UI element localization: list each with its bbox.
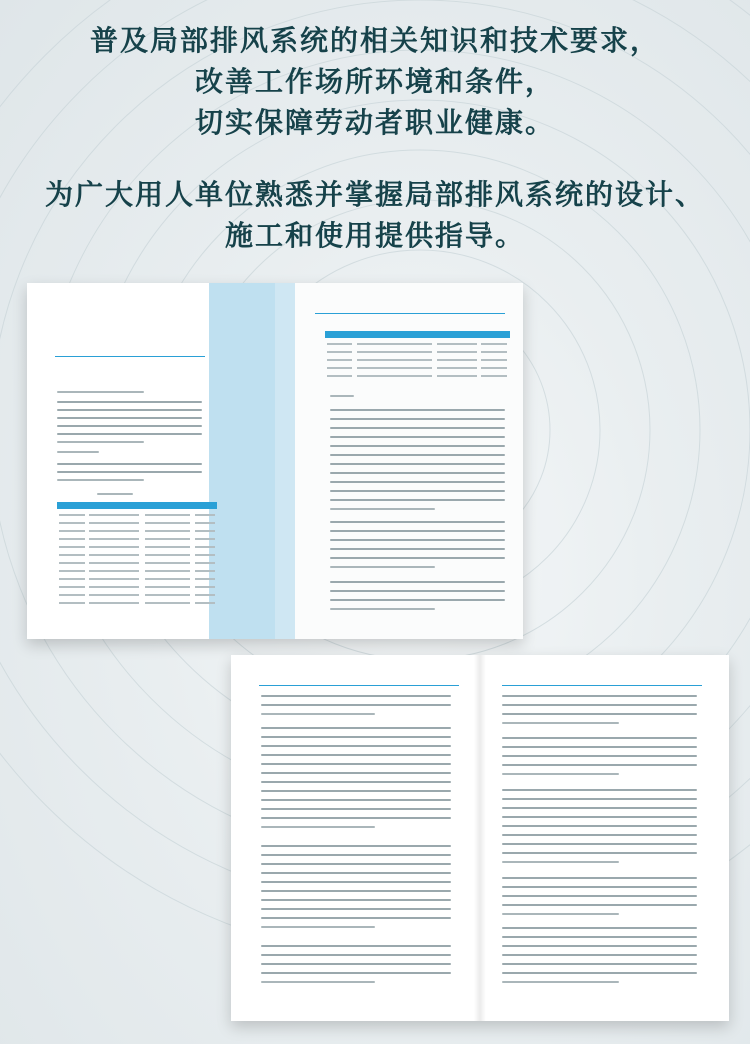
book-gutter — [474, 655, 486, 1021]
text-line — [502, 981, 619, 983]
text-line — [261, 736, 451, 738]
table-cell-line — [59, 514, 85, 516]
table-cell-line — [59, 586, 85, 588]
text-line — [502, 773, 619, 775]
table-cell-line — [195, 594, 215, 596]
text-line — [261, 890, 451, 892]
table-cell-line — [89, 594, 139, 596]
text-line — [57, 425, 202, 427]
text-line — [261, 754, 451, 756]
chapter-rule — [55, 356, 205, 357]
table-cell-line — [357, 343, 432, 345]
text-line — [502, 789, 697, 791]
table-cell-line — [437, 359, 477, 361]
text-line — [261, 954, 451, 956]
text-line — [261, 845, 451, 847]
table-cell-line — [145, 522, 190, 524]
table-cell-line — [145, 514, 190, 516]
table-cell-line — [89, 546, 139, 548]
text-line — [502, 963, 697, 965]
text-line — [330, 409, 505, 411]
text-line — [261, 863, 451, 865]
table-cell-line — [59, 522, 85, 524]
text-line — [261, 926, 375, 928]
table-cell-line — [195, 538, 215, 540]
text-line — [502, 886, 697, 888]
text-line — [502, 972, 697, 974]
table-cell-line — [437, 367, 477, 369]
table-cell-line — [59, 602, 85, 604]
text-line — [330, 557, 505, 559]
text-line — [261, 963, 451, 965]
table-cell-line — [195, 602, 215, 604]
table-cell-line — [357, 367, 432, 369]
text-line — [330, 548, 505, 550]
text-line — [330, 445, 505, 447]
table-cell-line — [89, 554, 139, 556]
running-head-rule — [259, 685, 459, 686]
table-cell-line — [89, 530, 139, 532]
table-cell-line — [59, 594, 85, 596]
text-line — [57, 401, 202, 403]
text-line — [261, 808, 451, 810]
table-cell-line — [89, 570, 139, 572]
headline-bottom-line-1: 为广大用人单位熟悉并掌握局部排风系统的设计、 — [44, 178, 705, 211]
table-cell-line — [145, 594, 190, 596]
table-cell-line — [145, 546, 190, 548]
table-cell-line — [357, 375, 432, 377]
text-line — [502, 737, 697, 739]
book-page-right-2 — [480, 655, 729, 1021]
text-line — [261, 781, 451, 783]
running-head-rule — [315, 313, 505, 314]
text-line — [57, 441, 144, 443]
text-line — [502, 704, 697, 706]
table-cell-line — [89, 586, 139, 588]
headline-top-line-2: 改善工作场所环境和条件， — [194, 65, 555, 98]
table-cell-line — [327, 351, 352, 353]
text-line — [57, 479, 144, 481]
text-line — [330, 521, 505, 523]
text-line — [330, 581, 505, 583]
text-line — [502, 895, 697, 897]
text-line — [330, 395, 354, 397]
table-cell-line — [327, 375, 352, 377]
book-page-right-1 — [275, 283, 523, 639]
text-line — [502, 945, 697, 947]
text-line — [502, 798, 697, 800]
text-line — [261, 772, 451, 774]
headline-bottom — [0, 174, 750, 256]
table-cell-line — [481, 359, 507, 361]
table-cell-line — [195, 570, 215, 572]
table-cell-line — [89, 578, 139, 580]
table-cell-line — [89, 602, 139, 604]
table-cell-line — [59, 554, 85, 556]
table-cell-line — [357, 351, 432, 353]
text-line — [261, 713, 375, 715]
text-line — [261, 745, 451, 747]
text-line — [57, 391, 144, 393]
text-line — [502, 816, 697, 818]
text-line — [330, 539, 505, 541]
table-cell-line — [59, 546, 85, 548]
table-cell-line — [195, 554, 215, 556]
table-header-bar — [57, 502, 217, 509]
table-cell-line — [481, 375, 507, 377]
text-line — [502, 936, 697, 938]
text-line — [502, 825, 697, 827]
table-cell-line — [59, 570, 85, 572]
text-line — [57, 433, 202, 435]
text-line — [261, 704, 451, 706]
text-line — [502, 722, 619, 724]
book-spread-1 — [27, 283, 523, 639]
text-line — [261, 945, 451, 947]
table-cell-line — [89, 514, 139, 516]
text-line — [502, 927, 697, 929]
text-line — [330, 490, 505, 492]
table-cell-line — [195, 546, 215, 548]
table-cell-line — [145, 562, 190, 564]
table-cell-line — [89, 538, 139, 540]
text-line — [502, 755, 697, 757]
table-cell-line — [327, 343, 352, 345]
text-line — [502, 764, 697, 766]
table-cell-line — [327, 367, 352, 369]
text-line — [330, 418, 505, 420]
text-line — [261, 799, 451, 801]
text-line — [261, 727, 451, 729]
text-line — [502, 807, 697, 809]
text-line — [261, 981, 375, 983]
text-line — [330, 566, 435, 568]
text-line — [502, 877, 697, 879]
text-line — [261, 854, 451, 856]
headline-top-line-3: 切实保障劳动者职业健康。 — [194, 106, 555, 139]
table-cell-line — [59, 538, 85, 540]
table-cell-line — [89, 562, 139, 564]
table-cell-line — [145, 570, 190, 572]
page-color-stripe-right — [275, 283, 295, 639]
table-cell-line — [195, 562, 215, 564]
running-head-rule — [502, 685, 702, 686]
table-cell-line — [145, 578, 190, 580]
text-line — [261, 917, 451, 919]
text-line — [502, 852, 697, 854]
text-line — [502, 713, 697, 715]
text-line — [261, 872, 451, 874]
text-line — [330, 608, 435, 610]
text-line — [97, 493, 133, 495]
text-line — [261, 695, 451, 697]
table-cell-line — [145, 530, 190, 532]
table-cell-line — [437, 375, 477, 377]
text-line — [57, 471, 202, 473]
table-cell-line — [437, 343, 477, 345]
book-spread-2 — [231, 655, 729, 1021]
text-line — [57, 417, 202, 419]
table-cell-line — [145, 538, 190, 540]
text-line — [502, 834, 697, 836]
table-cell-line — [481, 367, 507, 369]
text-line — [330, 436, 505, 438]
table-cell-line — [481, 351, 507, 353]
table-header-bar — [325, 331, 510, 338]
text-line — [330, 499, 505, 501]
text-line — [261, 763, 451, 765]
text-line — [261, 908, 451, 910]
text-line — [330, 590, 505, 592]
table-cell-line — [195, 530, 215, 532]
table-cell-line — [357, 359, 432, 361]
headline-top — [0, 20, 750, 143]
table-cell-line — [195, 586, 215, 588]
text-line — [330, 481, 505, 483]
table-cell-line — [59, 530, 85, 532]
headline-top-line-1: 普及局部排风系统的相关知识和技术要求， — [89, 24, 660, 57]
text-line — [330, 427, 505, 429]
table-cell-line — [195, 522, 215, 524]
text-line — [261, 881, 451, 883]
text-line — [330, 472, 505, 474]
table-cell-line — [195, 578, 215, 580]
text-line — [57, 409, 202, 411]
text-line — [57, 463, 202, 465]
headline-bottom-line-2: 施工和使用提供指导。 — [224, 219, 525, 252]
text-line — [502, 913, 619, 915]
page-color-stripe — [209, 283, 275, 639]
text-line — [330, 463, 505, 465]
table-cell-line — [145, 602, 190, 604]
table-cell-line — [145, 554, 190, 556]
text-line — [330, 599, 505, 601]
text-line — [330, 454, 505, 456]
table-cell-line — [195, 514, 215, 516]
table-cell-line — [145, 586, 190, 588]
text-line — [261, 817, 451, 819]
text-line — [330, 508, 435, 510]
table-cell-line — [59, 578, 85, 580]
text-line — [502, 954, 697, 956]
text-line — [261, 826, 375, 828]
text-line — [502, 904, 697, 906]
text-line — [57, 451, 99, 453]
table-cell-line — [327, 359, 352, 361]
text-line — [502, 861, 619, 863]
text-line — [330, 530, 505, 532]
table-cell-line — [481, 343, 507, 345]
table-cell-line — [437, 351, 477, 353]
text-line — [502, 695, 697, 697]
text-line — [502, 843, 697, 845]
text-line — [261, 972, 451, 974]
book-page-left-1 — [27, 283, 275, 639]
book-page-left-2 — [231, 655, 480, 1021]
table-cell-line — [89, 522, 139, 524]
table-cell-line — [59, 562, 85, 564]
text-line — [261, 790, 451, 792]
text-line — [502, 746, 697, 748]
text-line — [261, 899, 451, 901]
